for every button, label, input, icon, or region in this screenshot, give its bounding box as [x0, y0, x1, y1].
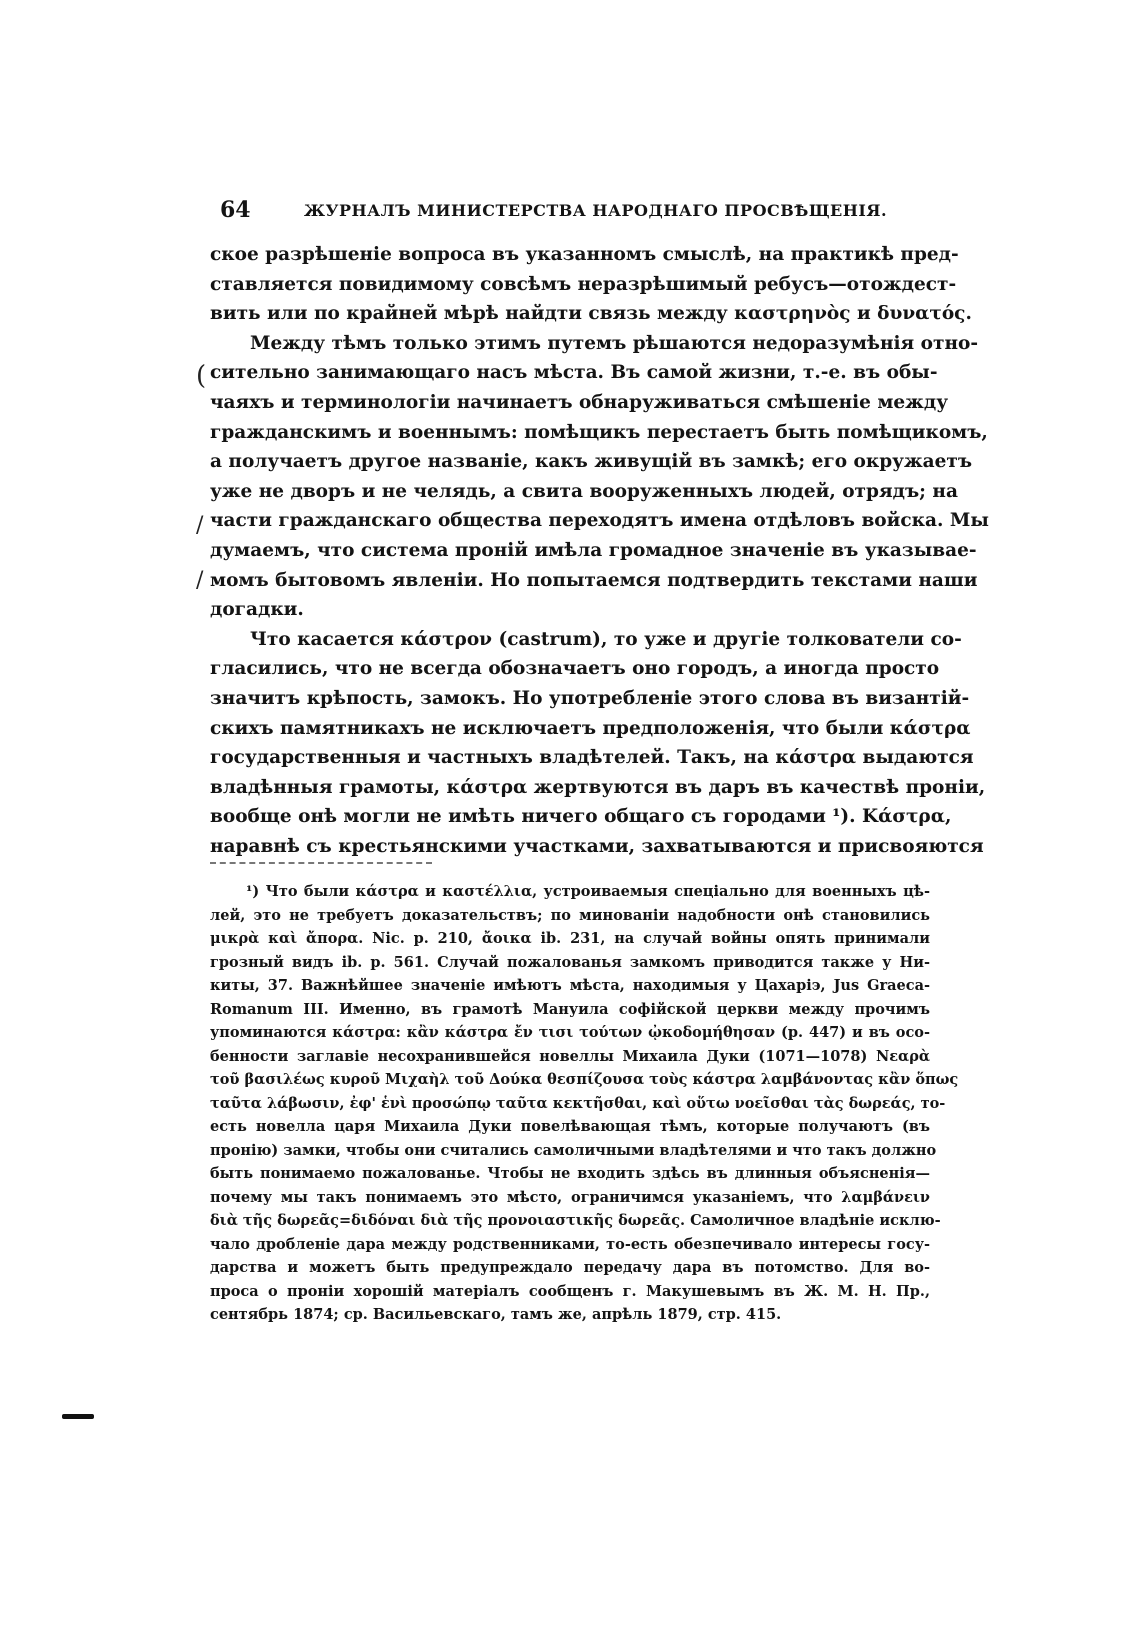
text-line: чаяхъ и терминологіи начинаетъ обнаруживаться смѣшеніе между — [210, 391, 949, 413]
footnote-line: киты, 37. Важнѣйшее значеніе имѣютъ мѣста, находимыя у Цахаріэ, Jus Graeca- — [210, 977, 930, 994]
text-line: части гражданскаго общества переходятъ имена отдѣловъ войска. Мы — [210, 510, 989, 532]
text-line: думаемъ, что система проній имѣла громадное значеніе въ указывае- — [210, 539, 977, 561]
footnote-line: μικρὰ καὶ ἄπορα. Nic. p. 210, ἄοικα ib. 231, на случай войны опять принимали — [210, 930, 930, 947]
margin-bracket-mark: / — [196, 513, 204, 538]
footnote — [210, 880, 959, 1327]
footnote-line: быть понимаемо пожалованье. Чтобы не входить здѣсь въ длинныя объясненія— — [210, 1165, 930, 1182]
footnote-line: упоминаются κάστρα: κἂν κάστρα ἔν τισι τούτων ᾠκοδομήθησαν (p. 447) и въ осо- — [210, 1024, 930, 1041]
text-line: гласились, что не всегда обозначаетъ оно городъ, а иногда просто — [210, 658, 940, 680]
text-line: государственныя и частныхъ владѣтелей. Такъ, на κάστρα выдаются — [210, 747, 974, 769]
text-line: Между тѣмъ только этимъ путемъ рѣшаются недоразумѣнія отно- — [250, 332, 979, 354]
footnote-line: почему мы такъ понимаемъ это мѣсто, ограничимся указаніемъ, что λαμβάνειν — [210, 1188, 930, 1206]
footnote-line: лей, это не требуетъ доказательствъ; по миновaніи надобности онѣ становились — [210, 906, 930, 924]
footnote-line: чало дробленіе дара между родственниками, то-есть обезпечивало интересы госу- — [210, 1235, 930, 1253]
margin-bracket-mark: / — [196, 568, 204, 593]
footnote-line: проса о проніи хорошій матеріалъ сообщенъ г. Макушевымъ въ Ж. М. Н. Пр., — [210, 1282, 930, 1300]
running-header — [216, 197, 888, 227]
text-line: ставляется повидимому совсѣмъ неразрѣшимый ребусъ—отождест- — [210, 273, 957, 295]
footnote-line: ¹) Что были κάστρα и καστέλλια, устроиваемыя спеціально для военныхъ цѣ- — [246, 883, 930, 900]
text-line: догадки. — [210, 599, 304, 621]
text-line: Что касается κάστρον (castrum), то уже и другіе толкователи со- — [250, 628, 962, 650]
running-head-title: ЖУРНАЛЪ МИНИСТЕРСТВА НАРОДНАГО ПРОСВѢЩЕНІЯ. — [304, 201, 888, 220]
text-line: гражданскимъ и военнымъ: помѣщикъ перестаетъ быть помѣщикомъ, — [210, 421, 988, 443]
text-line: сительно занимающаго насъ мѣста. Въ самой жизни, т.-е. въ обы- — [210, 362, 938, 384]
footnote-line: ταῦτα λάβωσιν, ἐφ' ἑνὶ προσώπῳ ταῦτα κεκτῆσθαι, καὶ οὕτω νοεῖσθαι τὰς δωρεάς, то- — [210, 1094, 946, 1112]
footnote-line: бенности заглавіе несохранившейся новеллы Михаила Дуки (1071—1078) Νεαρὰ — [210, 1047, 930, 1065]
page-number: 64 — [220, 197, 251, 223]
footnote-line: τοῦ βασιλέως κυροῦ Μιχαὴλ τοῦ Δούκα θεσπίζουσα τοὺς κάστρα λαμβάνοντας κἂν ὅπως — [210, 1071, 959, 1088]
text-line: владѣнныя грамоты, κάστρα жертвуются въ даръ въ качествѣ проніи, — [210, 776, 986, 798]
text-line: момъ бытовомъ явленіи. Но попытаемся подтвердить текстами наши — [210, 569, 978, 591]
footnote-line: Romanum III. Именно, въ грамотѣ Мануила софійской церкви между прочимъ — [210, 1000, 930, 1018]
footnote-line: пронію) замки, чтобы они считались самоличными владѣтелями и что такъ должно — [210, 1141, 937, 1159]
text-line: а получаетъ другое названіе, какъ живущій въ замкѣ; его окружаетъ — [210, 451, 973, 473]
scan-edge-mark — [62, 1414, 94, 1419]
footnote-line: есть новелла царя Михаила Дуки повелѣвающая тѣмъ, которые получаютъ (въ — [210, 1118, 930, 1135]
text-line: вить или по крайней мѣрѣ найдти связь между καστρηνὸς и δυνατός. — [210, 303, 972, 325]
footnote-line: грозный видъ ib. p. 561. Случай пожалованья замкомъ приводится также у Ни- — [210, 953, 930, 971]
footnote-line: дарства и можетъ быть предупреждало передачу дара въ потомство. Для во- — [210, 1259, 930, 1276]
text-line: скихъ памятникахъ не исключаетъ предположенія, что были κάστρα — [210, 717, 971, 739]
text-line: вообще онѣ могли не имѣть ничего общаго съ городами ¹). Κάστρα, — [210, 806, 952, 828]
main-text — [210, 240, 989, 861]
text-line: наравнѣ съ крестьянскими участками, захватываются и присвояются — [210, 835, 984, 857]
text-line: ское разрѣшеніе вопроса въ указанномъ смыслѣ, на практикѣ пред- — [210, 244, 959, 265]
margin-bracket-mark: ( — [196, 361, 207, 391]
text-line: значитъ крѣпость, замокъ. Но употребленіе этого слова въ византій- — [210, 687, 970, 709]
footnote-line: сентябрь 1874; ср. Васильевскаго, тамъ же, апрѣль 1879, стр. 415. — [210, 1306, 782, 1323]
footnote-separator — [210, 862, 432, 864]
text-line: уже не дворъ и не челядь, а свита вооруженныхъ людей, отрядъ; на — [210, 480, 958, 502]
footnote-line: διὰ τῆς δωρεᾶς=διδόναι διὰ τῆς προνοιαστικῆς δωρεᾶς. Самоличное владѣніе исклю- — [210, 1212, 941, 1229]
